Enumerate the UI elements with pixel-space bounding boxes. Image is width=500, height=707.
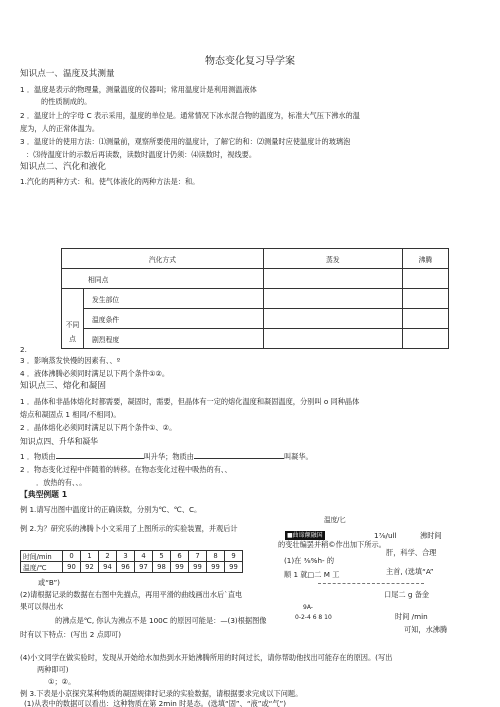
temp-cell: 99: [171, 562, 189, 573]
table-row: [21, 551, 243, 562]
table-row-temperature: 温度条件: [84, 309, 264, 329]
time-cell: 7: [189, 551, 207, 562]
table-row: [21, 562, 243, 573]
k2-line1: 1.汽化的两种方式：和。使气体液化的两种方法是：和。: [20, 177, 200, 186]
question-1-part-a: (1)在 ⅜%h- 的: [284, 556, 335, 565]
blank-line: [194, 458, 284, 459]
k4-line1-part-c: 叫凝华。: [283, 452, 313, 461]
question-4-line1: (4)小文同学在做实验时，发现从开始给水加热到水开始沸腾所用的时间过长，请你帮助他找出可能存在的原因。(写出: [20, 653, 393, 662]
table-cell-empty: [263, 269, 402, 289]
k3-line2: 2 ．晶体熔化必须同时满足以下两个条件①、②。: [20, 423, 177, 432]
k2-line4: 4 ．液体沸腾必须同时满足以下两个条件①②。: [20, 369, 170, 378]
k4-line3: ．放热的有、、。: [36, 478, 87, 487]
example-2-line1: 例 2.为？研究乐的沸腾卜小文采用了上图所示的实验装置，并观后计: [20, 524, 238, 533]
section-heading-temperature: 知识点一、温度及其测量: [20, 69, 115, 79]
boiling-data-table: [20, 550, 243, 573]
blank-line: [56, 458, 144, 459]
time-cell: 2: [99, 551, 117, 562]
temp-cell: 92: [81, 562, 99, 573]
example-3: 例 3.下表是小京探究某种物质的凝固规律时记录的实验数据，请根据要求完成以下问题。: [20, 689, 303, 698]
k4-line1: [20, 452, 313, 461]
temp-cell: 98: [153, 562, 171, 573]
table-cell-empty: [263, 309, 402, 329]
table-header-boiling: 沸腾: [402, 249, 448, 269]
table-cell-empty: [263, 289, 402, 309]
k4-line1-part-a: 1 ．物质由: [20, 452, 56, 461]
section-heading-sublimation: 知识点四、升华和凝华: [20, 437, 98, 446]
k4-line1-part-b: 叫升华；物质由: [143, 452, 194, 461]
graph-y-label: 温度/匕: [324, 516, 347, 524]
question-4-line2: 两种即可): [37, 665, 69, 674]
example-3-question-1: (1)从表中的数据可以看出：这种物质在第 2min 时是态。(选填“固”、“液”或“气”): [24, 699, 287, 707]
table-row-same: 相同点: [62, 269, 264, 289]
temp-cell: 96: [117, 562, 135, 573]
graph-title-text: ■曲谛颠融国: [287, 532, 323, 539]
temp-cell: 99: [225, 562, 243, 573]
table-header-time: 时间/min: [21, 551, 63, 562]
example-2-line2: 的变壮编罢并稍©作出加下所示。: [278, 540, 386, 549]
question-2-line1: (2)请根据记录的数据在右图中先描点，再用平滑的曲线画出水后`直电: [20, 590, 243, 599]
table-cell-empty: [402, 329, 448, 349]
table-row-intensity: 剧烈程度: [84, 329, 264, 349]
time-cell: 0: [63, 551, 81, 562]
example-1: 例 1.请写出图中温度计的正确读数，分别为℃、℃、C。: [20, 505, 202, 514]
k2-line3: 3 ．影响蒸发快慢的因素有、、º: [20, 356, 121, 365]
table-header-method: 汽化方式: [62, 249, 264, 269]
question-1-side-1: 肝，科学、合理: [386, 548, 437, 557]
table-cell-empty: [402, 289, 448, 309]
time-cell: 4: [135, 551, 153, 562]
page-title: 物态变化复习导学案: [205, 56, 295, 67]
k1-line3b: ：⑶待温度计的示数后再读数，读数时温度计仍须：⑷读数时，视线要。: [26, 150, 257, 159]
graph-axis-numbers: 0-2-4 6 8 10: [295, 614, 332, 621]
graph-title-suffix: 1⅞/ull: [374, 531, 397, 540]
temp-cell: 97: [135, 562, 153, 573]
examples-heading: 【典型例题 1: [20, 490, 68, 499]
temp-cell: 94: [99, 562, 117, 573]
time-cell: 8: [207, 551, 225, 562]
question-2-line2: 果可以得出水: [20, 602, 64, 611]
k1-line2a: 2 ．温度计上的字母 C 表示采用，温度的单位是。通常情况下冰水混合物的温度为，标准大气压下沸水的温: [20, 111, 360, 120]
question-1-side-2: 主首, (选填“A”: [386, 567, 434, 576]
time-cell: 6: [171, 551, 189, 562]
table-cell-empty: [263, 329, 402, 349]
question-2-line4: 时有以下特点：(写出 2 点即可): [20, 630, 122, 639]
question-2-line3: 的沸点是℃, 你认为沸点不是 100C 的原因可能是：—(3)根据图像: [55, 616, 267, 625]
k4-line2: 2 ．物态变化过程中伴随着的转移。在物态变化过程中吸热的有、、: [20, 465, 232, 474]
time-cell: 5: [153, 551, 171, 562]
temp-cell: 90: [63, 562, 81, 573]
graph-right-label: 沸时间: [420, 531, 442, 540]
table-row-location: 发生部位: [84, 289, 264, 309]
temp-cell: 99: [189, 562, 207, 573]
table-header-temp: 温度/℃: [21, 562, 63, 573]
graph-axis-top: 9A-: [303, 604, 313, 611]
k1-line1a: 1 ．温度是表示的物理量，测量温度的仪器叫；常用温度计是利用测温液体: [20, 85, 257, 94]
dashed-divider: [318, 583, 424, 584]
k1-line2b: 度为，人的正常体温为。: [20, 124, 100, 133]
table-cell-empty: [402, 269, 448, 289]
time-cell: 1: [81, 551, 99, 562]
temp-cell: 99: [207, 562, 225, 573]
question-4-line3: ①；②。: [48, 677, 76, 686]
time-cell: 9: [225, 551, 243, 562]
question-1-or-b: 或“B”): [38, 578, 60, 587]
graph-title-box: [285, 531, 325, 540]
table-row-diff: [62, 289, 84, 349]
table-cell-empty: [402, 309, 448, 329]
question-2-line1-right: 口尾二 g 备金: [384, 590, 430, 599]
vaporization-comparison-table: [61, 248, 449, 349]
time-cell: 3: [117, 551, 135, 562]
table-header-evaporation: 蒸发: [263, 249, 402, 269]
k1-line3a: 3 ．温度计的使用方法：⑴测量前，观察所要使用的温度计，了解它的和：⑵测量时应使温度计的玻璃泡: [20, 137, 351, 146]
section-heading-melting: 知识点三、熔化和凝固: [20, 381, 106, 391]
table-diff-label-2: 点: [69, 335, 76, 343]
graph-axis-time-label: 时间 /min: [395, 612, 428, 621]
k1-line1b: 的性质制成的。: [41, 97, 92, 106]
k2-line2: 2.: [20, 345, 27, 354]
section-heading-vaporization: 知识点二、汽化和液化: [20, 162, 106, 172]
question-2-line3-right: 可知，水沸腾: [404, 625, 448, 634]
k3-line1b: 熔点和凝固点 1 相同/不相同)。: [20, 410, 121, 419]
table-diff-label-1: 不同: [65, 321, 80, 329]
question-1-part-b: 顺 1 就□二 M 工: [284, 570, 340, 579]
k3-line1a: 1 ．晶体和非晶体熔化时都需要，凝固时，需要，但晶体有一定的熔化温度和凝固温度，分别叫 o 同种晶体: [20, 397, 360, 406]
